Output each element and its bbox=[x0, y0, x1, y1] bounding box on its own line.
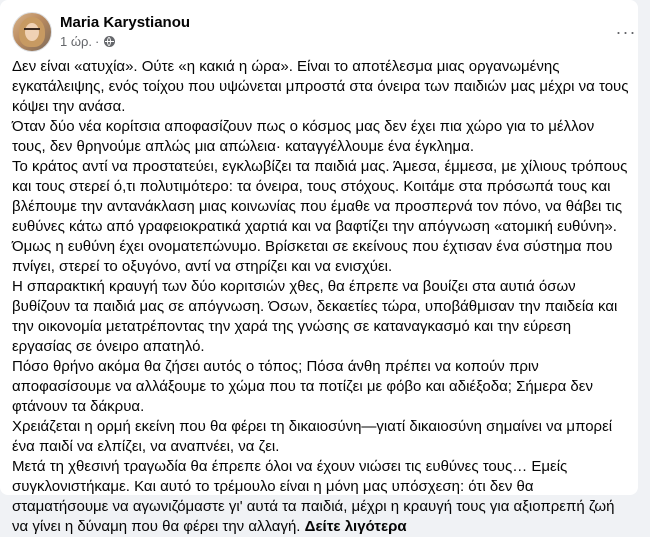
more-options-icon[interactable]: ··· bbox=[615, 21, 637, 42]
post-paragraph bbox=[12, 457, 630, 537]
avatar[interactable] bbox=[12, 12, 52, 52]
see-less-link[interactable]: Δείτε λιγότερα bbox=[304, 518, 407, 535]
post-paragraph: Δεν είναι «ατυχία». Ούτε «η κακιά η ώρα». Είναι το αποτέλεσμα μιας οργανωμένης εγκατάλειψης, ενός τοίχου που υψώνεται μπροστά στα όνειρα των παιδιών μας μέχρι να τους κόψει την ανάσα. bbox=[12, 58, 629, 115]
post-paragraph-text: Μετά τη χθεσινή τραγωδία θα έπρεπε όλοι να έχουν νιώσει τις ευθύνες τους… Εμείς συγκλονιστήκαμε. Και αυτό το τρέμουλο είναι η μόνη μας υπόσχεση: ότι δεν θα σταματήσουμε να αγωνιζόμαστε γι' αυτά τα παιδιά, μέχρι η κραυγή τους για αξιοπρεπή ζωή να γίνει η δύναμη που θα φέρει την αλλαγή. bbox=[12, 458, 615, 535]
post-body bbox=[12, 57, 630, 537]
post-paragraph: Όμως η ευθύνη έχει ονοματεπώνυμο. Βρίσκεται σε εκείνους που έχτισαν ένα σύστημα που πνίγει, στερεί το οξυγόνο, αντί να στηρίζει και να ενισχύει. bbox=[12, 238, 613, 275]
post-paragraph: Η σπαρακτική κραυγή των δύο κοριτσιών χθες, θα έπρεπε να βουίζει στα αυτιά όσων βυθίζουν τα παιδιά μας σε απόγνωση. Όσων, δεκαετίες τώρα, υποβάθμισαν την παιδεία και την οικονομία μετατρέποντας την χαρά της γνώσης σε καταναγκασμό και την εύρεση εργασίας σε όνειρο απατηλό. bbox=[12, 278, 618, 355]
post-paragraph: Χρειάζεται η ορμή εκείνη που θα φέρει τη δικαιοσύνη—γιατί δικαιοσύνη σημαίνει να μπορεί ένα παιδί να ελπίζει, να αναπνέει, να ζει. bbox=[12, 418, 613, 455]
post-header bbox=[12, 12, 637, 52]
avatar-glasses bbox=[24, 28, 40, 34]
meta-separator: · bbox=[95, 34, 100, 49]
post-paragraph: Πόσο θρήνο ακόμα θα ζήσει αυτός ο τόπος; Πόσα άνθη πρέπει να κοπούν πριν αποφασίσουμε να αλλάξουμε το χώμα που τα ποτίζει με φόβο και αδιέξοδα; Σήμερα δεν φτάνουν τα δάκρυα. bbox=[12, 358, 593, 415]
post-time[interactable]: 1 ώρ. bbox=[60, 34, 92, 49]
globe-icon[interactable] bbox=[104, 36, 115, 47]
post-paragraph: Το κράτος αντί να προστατεύει, εγκλωβίζει τα παιδιά μας. Άμεσα, έμμεσα, με χίλιους τρόπους και τους στερεί ό,τι πολυτιμότερο: τα όνειρα, τους στόχους. Κοιτάμε στα πρόσωπά τους και βλέπουμε την αντανάκλαση μιας κοινωνίας που έμαθε να προσπερνά τον πόνο, να θάβει τις ευθύνες κάτω από γραφειοκρατικά χαρτιά και να βαφτίζει την απόγνωση «ατομική ευθύνη». bbox=[12, 158, 628, 235]
author-name[interactable]: Maria Karystianou bbox=[60, 14, 191, 31]
post-paragraph: Όταν δύο νέα κορίτσια αποφασίζουν πως ο κόσμος μας δεν έχει πια χώρο για το μέλλον τους, δεν θρηνούμε απλώς μια απώλεια· καταγγέλλουμε ένα έγκλημα. bbox=[12, 118, 595, 155]
post-meta bbox=[60, 34, 115, 49]
